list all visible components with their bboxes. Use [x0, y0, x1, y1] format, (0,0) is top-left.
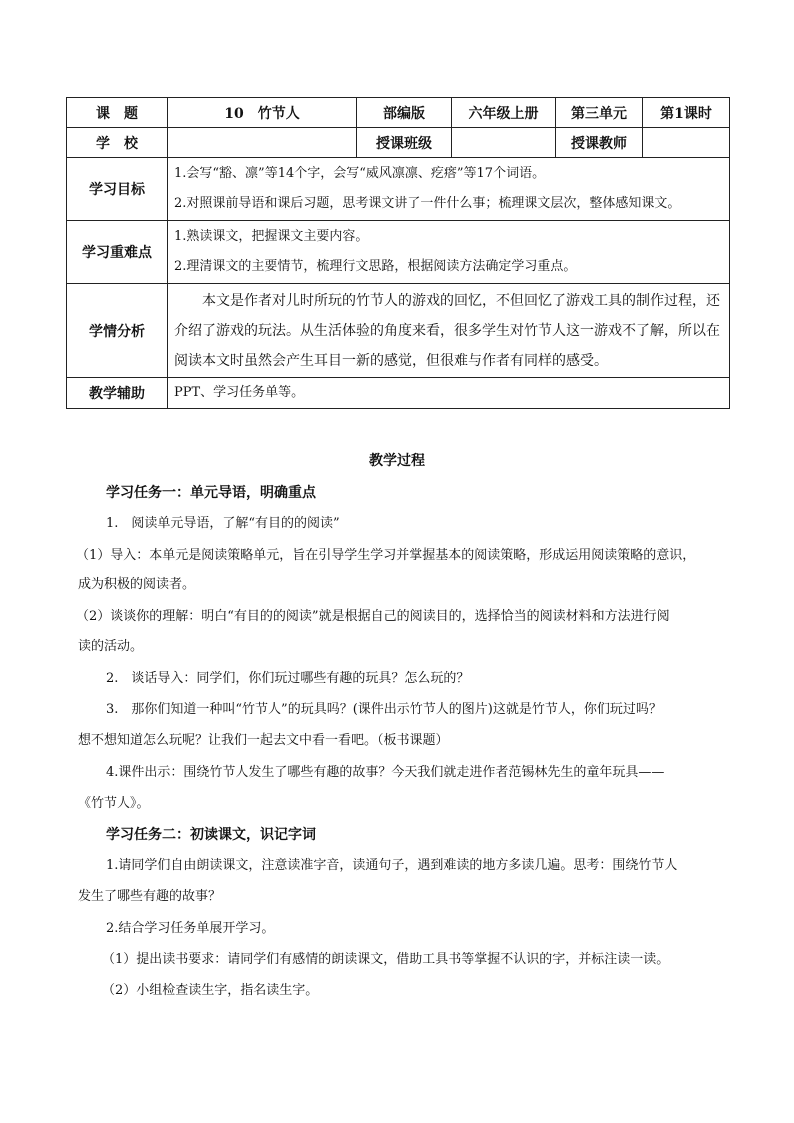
unit: 第三单元	[556, 98, 643, 128]
key-point-item: 1.熟读课文，把握课文主要内容。	[174, 229, 369, 244]
goals-content	[168, 158, 730, 221]
analysis-text: 本文是作者对儿时所玩的竹节人的游戏的回忆，不但回忆了游戏工具的制作过程，还介绍了游戏的玩法。从生活体验的角度来看，很多学生对竹节人这一游戏不了解，所以在阅读本文时虽然会产生耳目一新的感觉，但很难与作者有同样的感受。	[174, 292, 720, 369]
edition: 部编版	[357, 98, 452, 128]
task-heading: 学习任务二：初读课文，识记字词	[106, 827, 316, 843]
section-title: 教学过程	[369, 453, 425, 469]
grade: 六年级上册	[452, 98, 556, 128]
analysis-content	[168, 284, 730, 378]
lesson-title: 10 竹节人	[168, 98, 357, 128]
analysis-label: 学情分析	[67, 284, 168, 378]
school-value	[168, 128, 357, 158]
paragraph: （1）导入：本单元是阅读策略单元，旨在引导学生学习并掌握基本的阅读策略，形成运用阅读策略的意识，	[76, 548, 696, 563]
paragraph: （2）谈谈你的理解：明白“有目的的阅读”就是根据自己的阅读目的，选择恰当的阅读材料和方法进行阅	[76, 609, 670, 624]
class-value	[452, 128, 556, 158]
table-row	[67, 158, 730, 221]
paragraph: 成为积极的阅读者。	[78, 577, 196, 592]
period: 第1课时	[643, 98, 730, 128]
goal-item: 2.对照课前导语和课后习题，思考课文讲了一件什么事；梳理课文层次，整体感知课文。	[174, 196, 681, 211]
table-row	[67, 128, 730, 158]
paragraph: 2. 谈话导入：同学们，你们玩过哪些有趣的玩具？怎么玩的？	[106, 671, 470, 686]
goals-label: 学习目标	[67, 158, 168, 221]
paragraph: （2）小组检查读生字，指名读生字。	[102, 983, 319, 998]
goal-item: 1.会写“豁、凛”等14个字，会写“威风凛凛、疙瘩”等17个词语。	[174, 166, 546, 181]
table-row	[67, 284, 730, 378]
lesson-info-table	[66, 97, 730, 409]
school-label: 学 校	[67, 128, 168, 158]
table-row	[67, 378, 730, 409]
key-points-label: 学习重难点	[67, 221, 168, 284]
table-row	[67, 98, 730, 128]
key-points-content	[168, 221, 730, 284]
lesson-label: 课 题	[67, 98, 168, 128]
paragraph: 想不想知道怎么玩呢？让我们一起去文中看一看吧。（板书课题）	[78, 733, 449, 748]
paragraph: 读的活动。	[78, 639, 144, 654]
paragraph: 发生了哪些有趣的故事？	[78, 889, 222, 904]
paragraph: 4.课件出示：围绕竹节人发生了哪些有趣的故事？今天我们就走进作者范锡林先生的童年玩具——	[106, 765, 665, 780]
paragraph: 3. 那你们知道一种叫“竹节人”的玩具吗？(课件出示竹节人的图片)这就是竹节人，你们玩过吗？	[106, 702, 662, 717]
paragraph: 2.结合学习任务单展开学习。	[106, 921, 275, 936]
paragraph: （1）提出读书要求：请同学们有感情的朗读课文，借助工具书等掌握不认识的字，并标注读一读。	[102, 952, 670, 967]
key-point-item: 2.理清课文的主要情节，梳理行文思路，根据阅读方法确定学习重点。	[174, 259, 577, 274]
paragraph: 1.请同学们自由朗读课文，注意读准字音，读通句子，遇到难读的地方多读几遍。思考：围绕竹节人	[106, 858, 678, 873]
paragraph: 《竹节人》。	[78, 796, 150, 811]
teacher-label: 授课教师	[556, 128, 643, 158]
teacher-value	[643, 128, 730, 158]
aids-content: PPT、学习任务单等。	[168, 378, 730, 409]
paragraph: 1. 阅读单元导语，了解“有目的的阅读”	[106, 516, 340, 531]
aids-label: 教学辅助	[67, 378, 168, 409]
task-heading: 学习任务一：单元导语，明确重点	[106, 485, 316, 501]
table-row	[67, 221, 730, 284]
class-label: 授课班级	[357, 128, 452, 158]
